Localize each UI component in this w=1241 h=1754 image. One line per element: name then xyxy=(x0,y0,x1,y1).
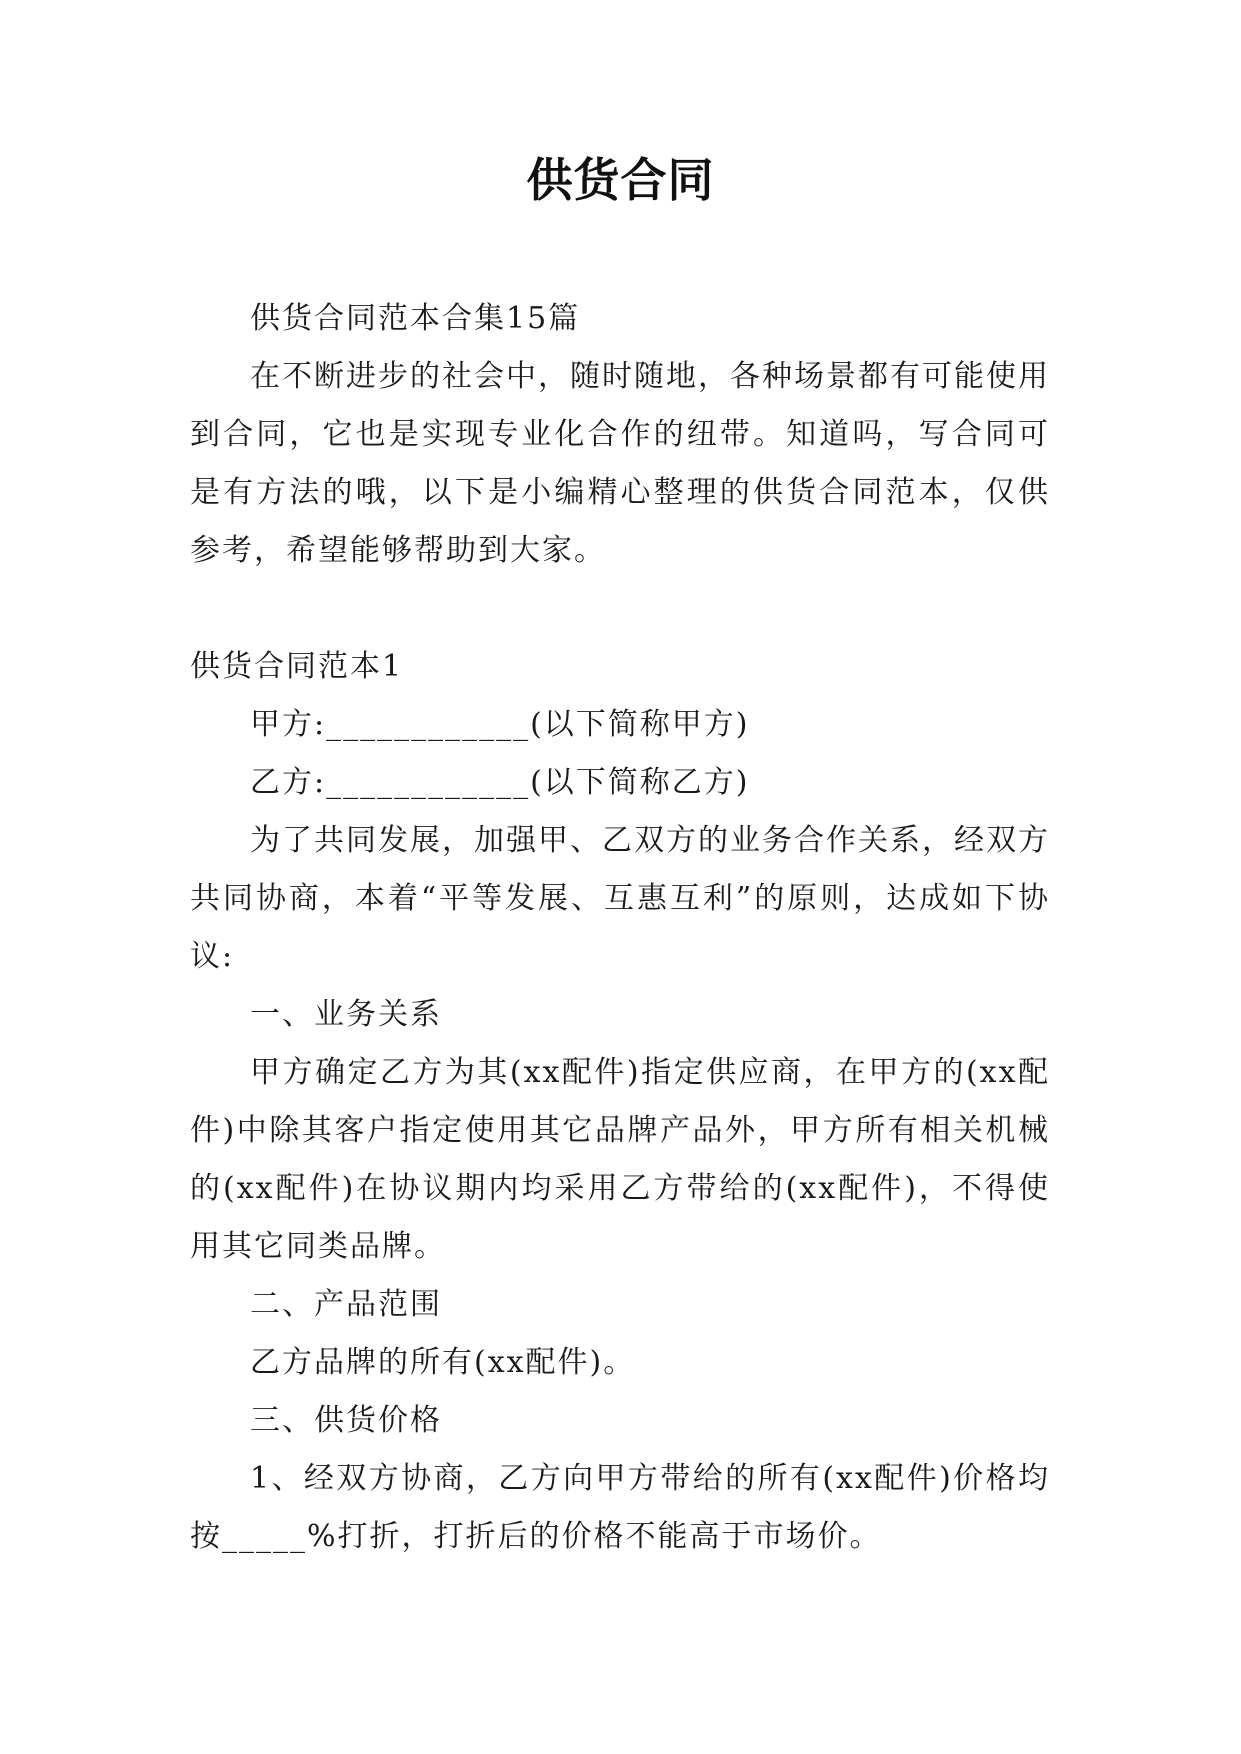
clause-heading-business: 一、业务关系 xyxy=(250,997,442,1032)
document-title: 供货合同 xyxy=(526,153,715,207)
clause-business-text: 甲方确定乙方为其(xx配件)指定供应商，在甲方的(xx配件)中除其客户指定使用其它品牌产品外，甲方所有相关机械的(xx配件)在协议期内均采用乙方带给的(xx配件)，不得使用其它同类品牌。 xyxy=(190,1055,1050,1264)
collection-heading: 供货合同范本合集15篇 xyxy=(250,301,581,336)
party-a-line: 甲方:____________(以下简称甲方) xyxy=(250,707,750,742)
document-body xyxy=(190,290,1050,1566)
section-heading-sample-1: 供货合同范本1 xyxy=(190,649,404,684)
clause-products-text: 乙方品牌的所有(xx配件)。 xyxy=(250,1345,636,1380)
party-b-line: 乙方:____________(以下简称乙方) xyxy=(250,765,750,800)
clause-heading-price: 三、供货价格 xyxy=(250,1403,442,1438)
agreement-preamble: 为了共同发展，加强甲、乙双方的业务合作关系，经双方共同协商，本着“平等发展、互惠互利”的原则，达成如下协议: xyxy=(190,823,1050,974)
intro-paragraph: 在不断进步的社会中，随时随地，各种场景都有可能使用到合同，它也是实现专业化合作的纽带。知道吗，写合同可是有方法的哦，以下是小编精心整理的供货合同范本，仅供参考，希望能够帮助到大家。 xyxy=(190,359,1050,568)
clause-price-text: 1、经双方协商，乙方向甲方带给的所有(xx配件)价格均按_____%打折，打折后的价格不能高于市场价。 xyxy=(190,1461,1050,1554)
clause-heading-products: 二、产品范围 xyxy=(250,1287,442,1322)
